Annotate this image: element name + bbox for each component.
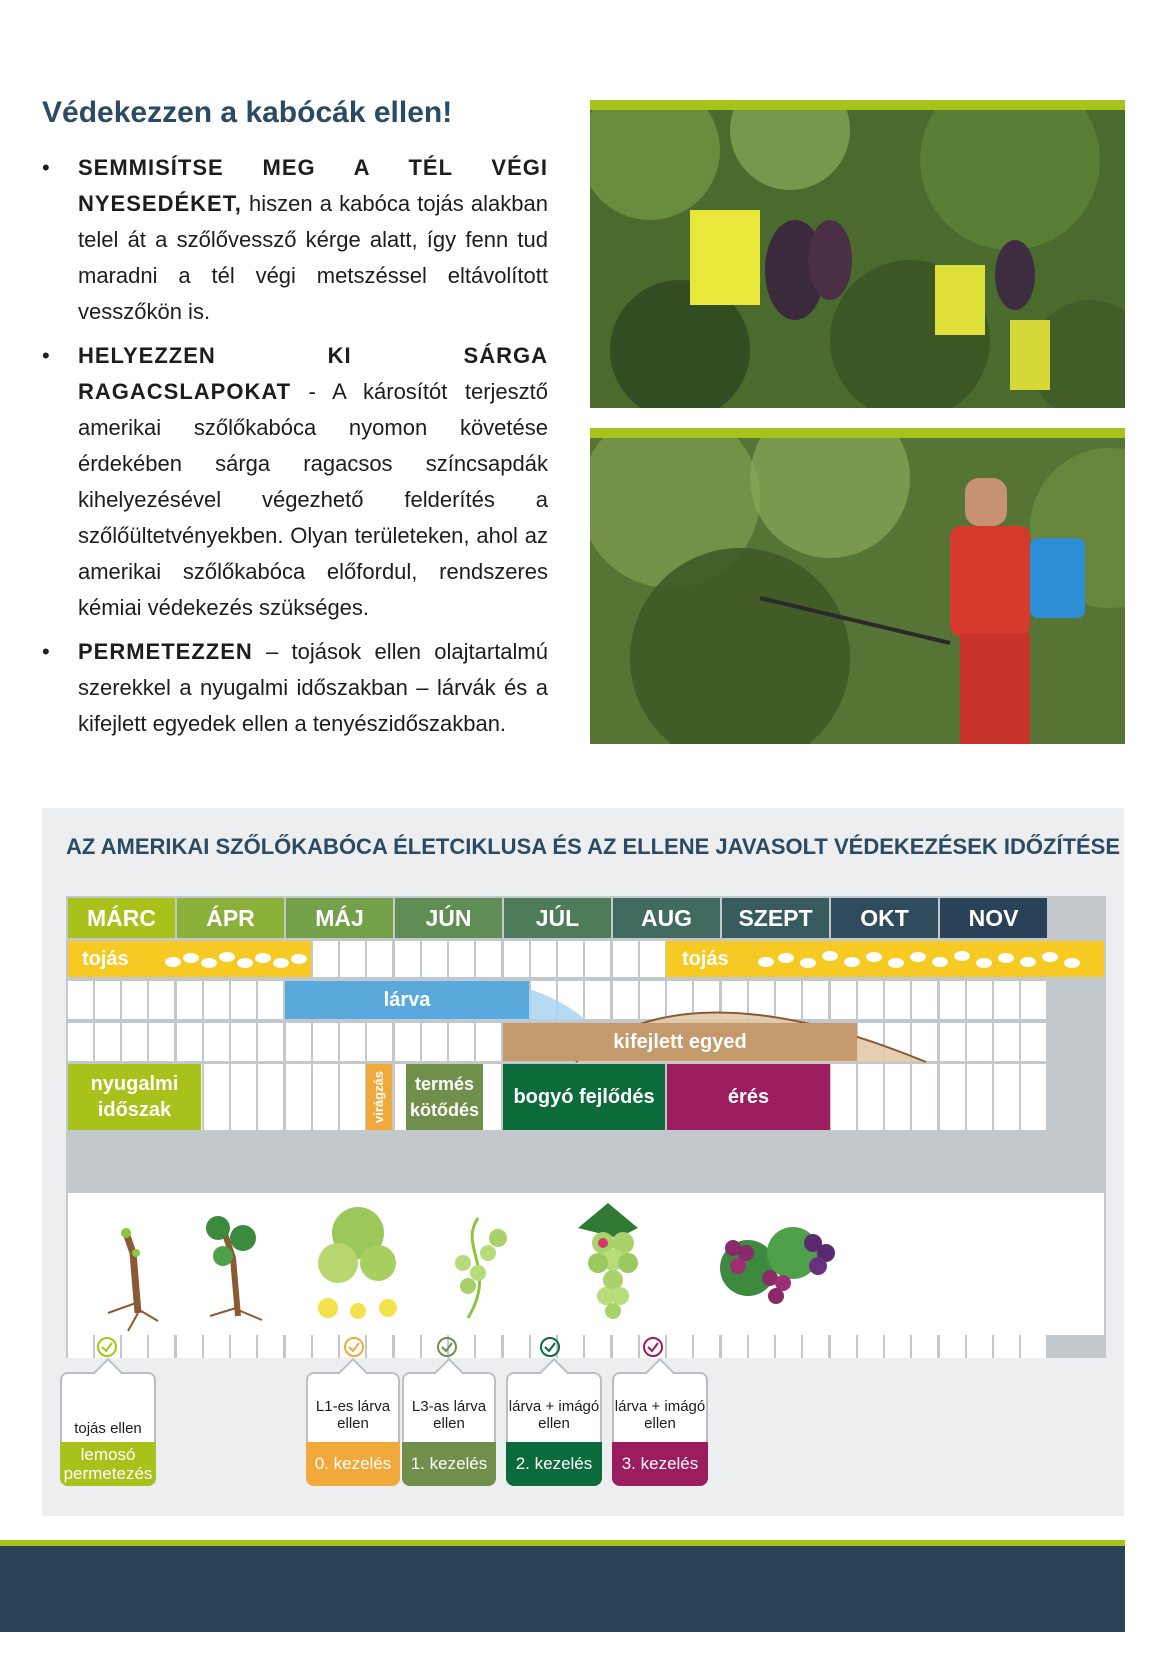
check-icon bbox=[644, 1338, 662, 1356]
stage-flowering-label: virágzás bbox=[371, 1070, 387, 1124]
treatment-callout bbox=[306, 1372, 400, 1486]
treatment-target: lárva + imágó ellen bbox=[614, 1398, 706, 1432]
lifecycle-title: AZ AMERIKAI SZŐLŐKABÓCA ÉLETCIKLUSA ÉS AZ ELLENE JAVASOLT VÉDEKEZÉSEK IDŐZÍTÉSE bbox=[66, 834, 1121, 859]
advice-lead: SEMMISÍTSE MEG A TÉL VÉGI NYESEDÉKET, bbox=[78, 155, 548, 216]
advice-body: - A károsítót terjesztő amerikai szőlőkabóca nyomon követése érdekében sárga ragacsos színcsapdák kihelyezésével végezhető felderítés a szőlőültetvényekben. Olyan területeken, ahol az amerikai szőlőkabóca előfordul, rendszeres kémiai védekezés szükséges. bbox=[78, 379, 548, 620]
eggs-icon bbox=[163, 949, 313, 971]
eggs-icon bbox=[756, 948, 1096, 972]
treatment-target: L1-es lárva ellen bbox=[315, 1398, 391, 1432]
stage-ripening: érés bbox=[667, 1064, 830, 1130]
month-apr: ÁPR bbox=[177, 898, 284, 938]
adult-band bbox=[503, 1023, 857, 1061]
month-aug: AUG bbox=[613, 898, 720, 938]
advice-item bbox=[40, 150, 548, 330]
green-grapes-icon bbox=[578, 1203, 638, 1319]
page-footer-bar bbox=[0, 1546, 1125, 1632]
month-okt: OKT bbox=[831, 898, 938, 938]
month-maj: MÁJ bbox=[286, 898, 393, 938]
treatment-target: tojás ellen bbox=[74, 1420, 142, 1437]
check-icon bbox=[541, 1338, 559, 1356]
egg-band-autumn bbox=[666, 941, 1104, 977]
advice-lead: PERMETEZZEN bbox=[78, 639, 253, 664]
treatment-target: L3-as lárva ellen bbox=[411, 1398, 487, 1432]
twig-icon bbox=[108, 1228, 158, 1331]
check-icon bbox=[98, 1338, 116, 1356]
stage-berry-growth: bogyó fejlődés bbox=[503, 1064, 665, 1130]
stage-dormant: nyugalmi időszak bbox=[68, 1064, 201, 1130]
advice-list bbox=[40, 150, 548, 750]
plant-stages-row bbox=[68, 1193, 1104, 1335]
sprout-icon bbox=[206, 1216, 262, 1320]
advice-body: – tojások ellen olajtartalmú szerekkel a nyugalmi időszakban – lárvák és a kifejlett egyedek ellen a tenyészidőszakban. bbox=[78, 639, 548, 736]
vineyard-sticky-trap-photo bbox=[590, 100, 1125, 408]
treatment-name: 0. kezelés bbox=[306, 1442, 400, 1486]
advice-body: hiszen a kabóca tojás alakban telel át a szőlővessző kérge alatt, így fenn tud maradni a tél végi metszéssel eltávolított vesszőkön is. bbox=[78, 191, 548, 324]
treatment-callout bbox=[402, 1372, 496, 1486]
treatment-target: lárva + imágó ellen bbox=[508, 1398, 600, 1432]
stage-flowering bbox=[366, 1064, 392, 1130]
page-heading: Védekezzen a kabócák ellen! bbox=[42, 96, 453, 129]
treatment-callout bbox=[612, 1372, 708, 1486]
ripe-grapes-icon bbox=[720, 1227, 835, 1304]
month-jun: JÚN bbox=[395, 898, 502, 938]
egg-band-spring bbox=[68, 941, 311, 977]
month-szept: SZEPT bbox=[722, 898, 829, 938]
treatment-callout bbox=[506, 1372, 602, 1486]
fruit-set-icon bbox=[455, 1218, 507, 1318]
advice-lead: HELYEZZEN KI SÁRGA RAGACSLAPOKAT bbox=[78, 343, 548, 404]
advice-item bbox=[40, 338, 548, 626]
month-jul: JÚL bbox=[504, 898, 611, 938]
stage-fruit-set: termés kötődés bbox=[406, 1064, 483, 1130]
month-nov: NOV bbox=[940, 898, 1047, 938]
check-icon bbox=[345, 1338, 363, 1356]
flowering-icon bbox=[318, 1207, 397, 1319]
larva-band bbox=[285, 981, 529, 1019]
adult-label: kifejlett egyed bbox=[613, 1031, 747, 1053]
lifecycle-calendar bbox=[66, 896, 1106, 1358]
check-icon bbox=[438, 1338, 456, 1356]
treatment-name: 1. kezelés bbox=[402, 1442, 496, 1486]
larva-label: lárva bbox=[383, 989, 431, 1011]
egg-label: tojás bbox=[82, 948, 129, 970]
treatment-callout bbox=[60, 1372, 156, 1486]
egg-label: tojás bbox=[682, 948, 729, 970]
advice-item bbox=[40, 634, 548, 742]
treatment-name: 2. kezelés bbox=[506, 1442, 602, 1486]
month-marc: MÁRC bbox=[68, 898, 175, 938]
treatment-timing-row bbox=[66, 1335, 1106, 1358]
treatment-name: lemosó permetezés bbox=[60, 1442, 156, 1486]
worker-spraying-photo bbox=[590, 428, 1125, 744]
treatment-name: 3. kezelés bbox=[612, 1442, 708, 1486]
